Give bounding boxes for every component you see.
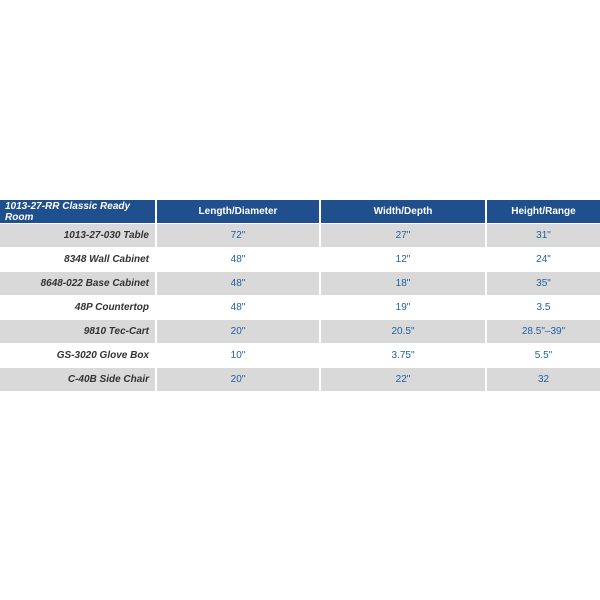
- row-width: 20.5": [321, 320, 487, 344]
- row-name: 48P Countertop: [0, 296, 157, 320]
- row-height: 5.5": [487, 344, 600, 368]
- row-height: 31": [487, 224, 600, 248]
- row-length: 48": [157, 272, 321, 296]
- row-length: 20": [157, 368, 321, 392]
- row-height: 28.5"–39": [487, 320, 600, 344]
- row-width: 22": [321, 368, 487, 392]
- spec-table: [0, 200, 600, 392]
- row-length: 10": [157, 344, 321, 368]
- row-width: 19": [321, 296, 487, 320]
- row-height: 3.5: [487, 296, 600, 320]
- row-length: 48": [157, 296, 321, 320]
- row-length: 72": [157, 224, 321, 248]
- row-height: 35": [487, 272, 600, 296]
- row-name: 1013-27-030 Table: [0, 224, 157, 248]
- row-length: 20": [157, 320, 321, 344]
- row-name: GS-3020 Glove Box: [0, 344, 157, 368]
- row-name: 8348 Wall Cabinet: [0, 248, 157, 272]
- header-length: Length/Diameter: [157, 200, 321, 224]
- header-width: Width/Depth: [321, 200, 487, 224]
- row-width: 18": [321, 272, 487, 296]
- row-name: 9810 Tec-Cart: [0, 320, 157, 344]
- row-name: 8648-022 Base Cabinet: [0, 272, 157, 296]
- row-name: C-40B Side Chair: [0, 368, 157, 392]
- row-height: 24": [487, 248, 600, 272]
- header-height: Height/Range: [487, 200, 600, 224]
- header-product: 1013-27-RR Classic Ready Room: [0, 200, 157, 224]
- row-width: 12": [321, 248, 487, 272]
- row-height: 32: [487, 368, 600, 392]
- row-width: 27": [321, 224, 487, 248]
- row-width: 3.75": [321, 344, 487, 368]
- row-length: 48": [157, 248, 321, 272]
